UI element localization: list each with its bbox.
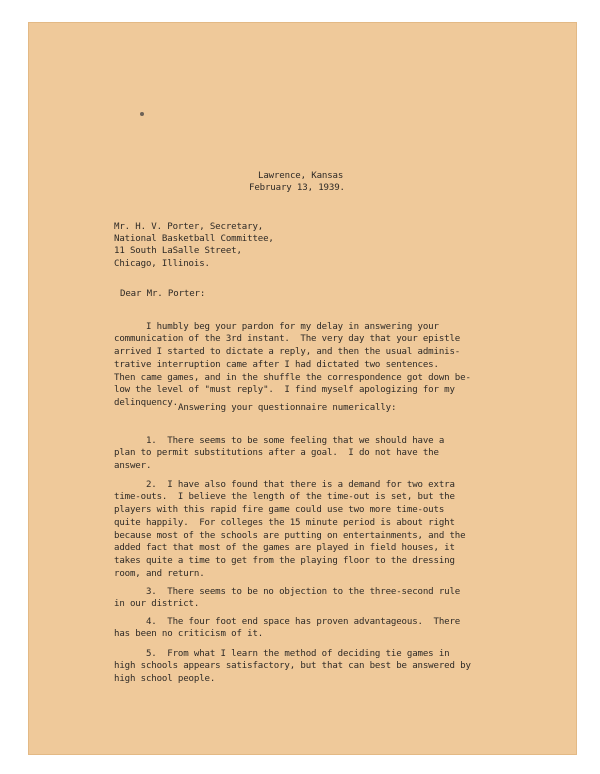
text-line: time-outs. I believe the length of the time-out is set, but the (114, 492, 455, 503)
recipient-line-2: National Basketball Committee, (114, 234, 274, 244)
text-line: in our district. (114, 599, 200, 610)
text-line: 4. The four foot end space has proven advantageous. There (114, 616, 461, 627)
text-line: trative interruption came after I had dictated two sentences. (114, 359, 439, 370)
text-line: because most of the schools are putting on entertainments, and the (114, 530, 466, 541)
text-line: 3. There seems to be no objection to the three-second rule (114, 586, 461, 597)
recipient-line-1: Mr. H. V. Porter, Secretary, (114, 222, 264, 232)
text-line: Then came games, and in the shuffle the correspondence got down be- (114, 372, 471, 383)
text-line: quite happily. For colleges the 15 minute period is about right (114, 517, 455, 528)
text-line: 2. I have also found that there is a demand for two extra (114, 479, 455, 490)
text-line: room, and return. (114, 568, 205, 579)
text-line: communication of the 3rd instant. The very day that your epistle (114, 334, 461, 345)
text-line: arrived I started to dictate a reply, and then the usual adminis- (114, 347, 461, 358)
text-line: added fact that most of the games are played in field houses, it (114, 543, 455, 554)
text-line: low the level of "must reply". I find myself apologizing for my (114, 385, 455, 396)
text-line: 1. There seems to be some feeling that we should have a (114, 435, 445, 446)
text-line: has been no criticism of it. (114, 629, 264, 640)
text-line: takes quite a time to get from the playing floor to the dressing (114, 555, 455, 566)
text-line: 5. From what I learn the method of deciding tie games in (114, 648, 450, 659)
text-line: high school people. (114, 674, 216, 685)
answering-line: Answering your questionnaire numerically: (178, 403, 397, 413)
recipient-line-3: 11 South LaSalle Street, (114, 246, 242, 256)
header-date: February 13, 1939. (249, 183, 345, 193)
text-line: players with this rapid fire game could use two more time-outs (114, 505, 445, 516)
text-line: I humbly beg your pardon for my delay in answering your (114, 321, 439, 332)
recipient-line-4: Chicago, Illinois. (114, 259, 210, 269)
ink-dot (140, 112, 144, 116)
text-line: delinquency. (114, 397, 178, 408)
header-city: Lawrence, Kansas (258, 171, 344, 181)
item-5 (114, 635, 471, 699)
text-line: plan to permit substitutions after a goal. I do not have the (114, 448, 439, 459)
salutation: Dear Mr. Porter: (120, 289, 206, 299)
text-line: high schools appears satisfactory, but that can best be answered by (114, 661, 471, 672)
text-line: answer. (114, 461, 152, 472)
